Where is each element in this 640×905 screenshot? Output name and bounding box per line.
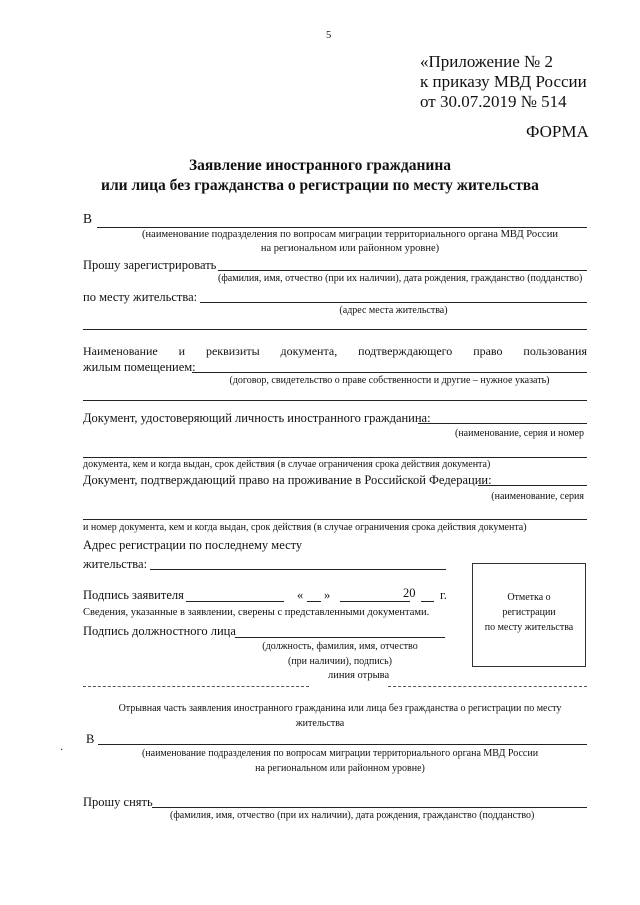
- tear-off-title-1: Отрывная часть заявления иностранного гражданина или лица без гражданства о регистрации по месту: [118, 703, 562, 714]
- housing-doc-label-2: жилым помещением:: [83, 360, 196, 374]
- date-close-quote: »: [324, 588, 331, 602]
- tear-off-to-hint-1: (наименование подразделения по вопросам миграции территориального органа МВД России: [141, 748, 539, 759]
- form-label: ФОРМА: [526, 122, 589, 141]
- last-address-input-line[interactable]: [150, 569, 446, 570]
- official-signature-label: Подпись должностного лица: [83, 624, 236, 638]
- stray-dot: ·: [60, 745, 64, 756]
- identity-doc-label: Документ, удостоверяющий личность иностранного гражданина:: [83, 411, 431, 425]
- tear-line-right: [388, 686, 587, 687]
- to-hint-1: (наименование подразделения по вопросам миграции территориального органа МВД России: [142, 229, 558, 240]
- to-hint-2: на региональном или районном уровне): [260, 243, 440, 254]
- to-input-line[interactable]: [97, 227, 587, 228]
- identity-doc-hint-1: (наименование, серия и номер: [455, 428, 584, 439]
- remove-hint: (фамилия, имя, отчество (при их наличии), дата рождения, гражданство (подданство): [170, 810, 535, 821]
- register-label: Прошу зарегистрировать: [83, 258, 217, 272]
- identity-doc-input-line[interactable]: [418, 423, 587, 424]
- tear-off-title-2: жительства: [295, 718, 345, 729]
- verified-text: Сведения, указанные в заявлении, сверены с представленными документами.: [83, 607, 430, 618]
- title-line-1: Заявление иностранного гражданина: [188, 157, 451, 174]
- to-label: В: [83, 211, 93, 226]
- residence-right-label: Документ, подтверждающий право на проживание в Российской Федерации:: [83, 473, 492, 487]
- identity-doc-hint-2: документа, кем и когда выдан, срок действия (в случае ограничения срока действия документа): [83, 459, 491, 470]
- last-address-label-1: Адрес регистрации по последнему месту: [83, 538, 303, 552]
- official-hint-2: (при наличии), подпись): [288, 656, 392, 667]
- date-year-suffix: г.: [440, 588, 447, 602]
- housing-doc-hint: (договор, свидетельство о праве собственности и другие – нужное указать): [229, 375, 550, 386]
- registration-stamp-box: [472, 563, 586, 667]
- residence-right-input-line[interactable]: [478, 485, 587, 486]
- appendix-line-3: от 30.07.2019 № 514: [420, 92, 567, 111]
- stamp-box-line-3: по месту жительства: [484, 622, 574, 633]
- stamp-box-line-2: регистрации: [502, 607, 556, 618]
- stamp-box-line-1: Отметка о: [507, 592, 551, 603]
- residence-input-line-2[interactable]: [83, 329, 587, 330]
- last-address-label-2: жительства:: [83, 557, 148, 571]
- applicant-signature-label: Подпись заявителя: [83, 588, 184, 602]
- remove-input-line[interactable]: [152, 807, 587, 808]
- date-year-line[interactable]: [421, 601, 434, 602]
- date-open-quote: «: [297, 588, 304, 602]
- housing-doc-label-1: Наименование и реквизиты документа, подтверждающего право пользования: [83, 344, 587, 358]
- page-number: 5: [326, 30, 332, 41]
- tear-off-to-label: В: [86, 732, 95, 746]
- appendix-header: [420, 52, 587, 112]
- date-day-line[interactable]: [307, 601, 321, 602]
- residence-input-line[interactable]: [200, 302, 587, 303]
- appendix-line-2: к приказу МВД России: [420, 72, 587, 91]
- tear-line-left: [83, 686, 309, 687]
- tear-line-label: линия отрыва: [328, 670, 390, 681]
- residence-right-hint-1: (наименование, серия: [491, 491, 584, 502]
- residence-hint: (адрес места жительства): [339, 305, 448, 316]
- housing-doc-input-line-2[interactable]: [83, 400, 587, 401]
- appendix-line-1: «Приложение № 2: [420, 52, 553, 71]
- residence-right-hint-2: и номер документа, кем и когда выдан, срок действия (в случае ограничения срока действия документа): [83, 522, 527, 533]
- identity-doc-input-line-2[interactable]: [83, 457, 587, 458]
- official-hint-1: (должность, фамилия, имя, отчество: [262, 641, 418, 652]
- official-signature-line[interactable]: [235, 637, 445, 638]
- residence-label: по месту жительства:: [83, 290, 198, 304]
- residence-right-input-line-2[interactable]: [83, 519, 587, 520]
- applicant-signature-line[interactable]: [186, 601, 284, 602]
- title-line-2: или лица без гражданства о регистрации по месту жительства: [101, 177, 539, 194]
- tear-off-to-hint-2: на региональном или районном уровне): [255, 763, 425, 774]
- register-input-line[interactable]: [218, 270, 587, 271]
- register-hint: (фамилия, имя, отчество (при их наличии), дата рождения, гражданство (подданство): [218, 273, 583, 284]
- remove-label: Прошу снять: [83, 795, 153, 809]
- tear-off-to-input-line[interactable]: [98, 744, 587, 745]
- date-year-prefix: 20: [403, 586, 416, 600]
- date-month-line[interactable]: [340, 601, 410, 602]
- housing-doc-input-line[interactable]: [192, 372, 587, 373]
